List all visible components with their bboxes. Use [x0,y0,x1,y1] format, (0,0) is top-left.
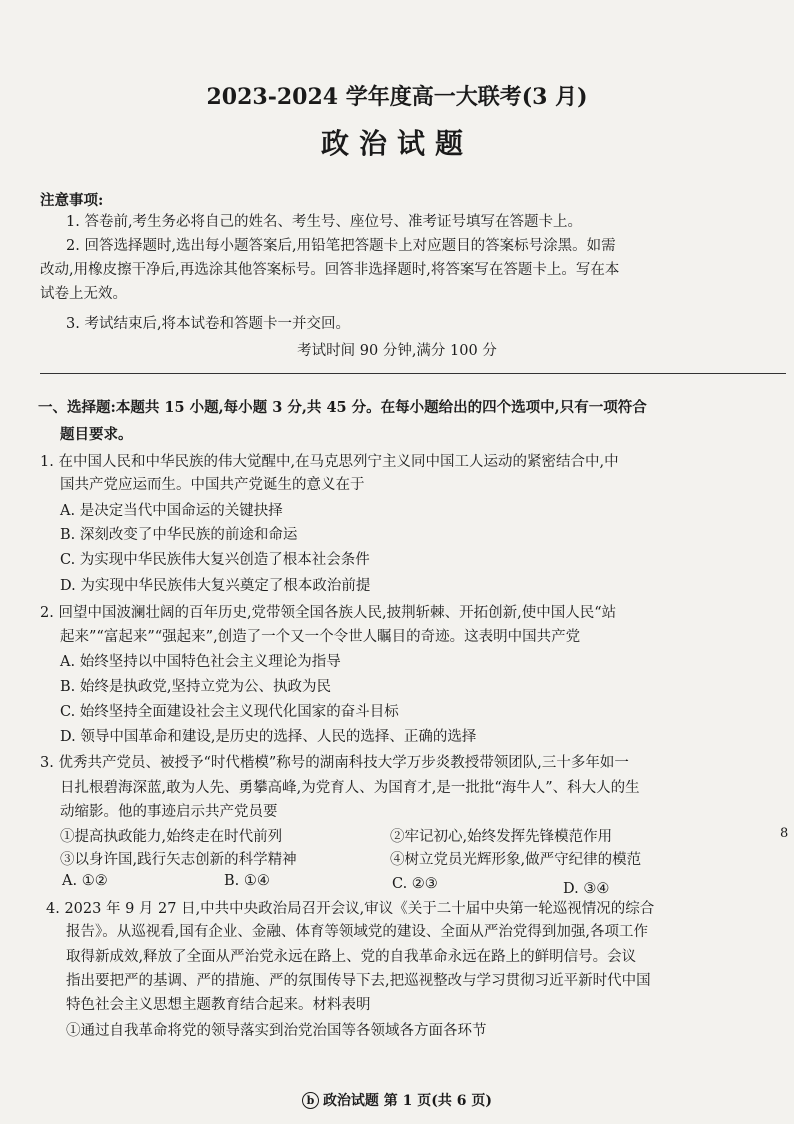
exam-time-info: 考试时间 90 分钟,满分 100 分 [297,343,497,359]
section1-heading: 一、选择题:本题共 15 小题,每小题 3 分,共 45 分。在每小题给出的四个选项中,只有一项符合 [38,399,647,416]
q1-stem: 1. 在中国人民和中华民族的伟大觉醒中,在马克思列宁主义同中国工人运动的紧密结合中,中 [40,454,619,470]
q1-option-c: C. 为实现中华民族伟大复兴创造了根本社会条件 [60,552,370,568]
q3-choice-b: B. ①④ [224,873,270,889]
margin-mark: 8 [780,826,789,841]
q3-statement-4: ④树立党员光辉形象,做严守纪律的模范 [390,852,642,868]
notice-item-3: 3. 考试结束后,将本试卷和答题卡一并交回。 [66,316,351,332]
notice-item-2-cont: 改动,用橡皮擦干净后,再选涂其他答案标号。回答非选择题时,将答案写在答题卡上。写在本 [40,262,620,278]
notice-item-1: 1. 答卷前,考生务必将自己的姓名、考生号、座位号、准考证号填写在答题卡上。 [66,214,583,230]
q3-choice-c: C. ②③ [392,876,438,892]
q3-stem-end: 动缩影。他的事迹启示共产党员要 [60,804,278,820]
section1-heading-cont: 题目要求。 [60,426,133,443]
q1-stem-cont: 国共产党应运而生。中国共产党诞生的意义在于 [60,477,365,493]
notice-heading: 注意事项: [40,192,104,209]
q1-option-d: D. 为实现中华民族伟大复兴奠定了根本政治前提 [60,578,371,594]
q2-option-b: B. 始终是执政党,坚持立党为公、执政为民 [60,679,331,695]
q4-stem-cont-1: 报告》。从巡视看,国有企业、金融、体育等领域党的建设、全面从严治党得到加强,各项工作 [66,924,648,940]
q3-choice-d: D. ③④ [563,881,610,897]
section-divider [40,373,786,374]
q4-stem-cont-4: 特色社会主义思想主题教育结合起来。材料表明 [66,997,371,1013]
q3-statement-1: ①提高执政能力,始终走在时代前列 [60,829,283,845]
notice-item-2-end: 试卷上无效。 [40,286,127,302]
exam-title: 2023-2024 学年度高一大联考(3 月) [206,84,588,110]
q3-stem-cont: 日扎根碧海深蓝,敢为人先、勇攀高峰,为党育人、为国育才,是一批批“海牛人”、科大人的生 [60,780,640,796]
q2-option-d: D. 领导中国革命和建设,是历史的选择、人民的选择、正确的选择 [60,729,477,745]
q1-option-b: B. 深刻改变了中华民族的前途和命运 [60,527,298,543]
q3-choice-a: A. ①② [62,873,108,889]
subject-title: 政治试题 [320,127,473,160]
q4-stem-cont-3: 指出要把严的基调、严的措施、严的氛围传导下去,把巡视整改与学习贯彻习近平新时代中国 [66,973,651,989]
q2-option-a: A. 始终坚持以中国特色社会主义理论为指导 [60,654,341,670]
version-badge-icon: b [302,1092,319,1109]
q3-statement-3: ③以身许国,践行矢志创新的科学精神 [60,852,297,868]
footer-page-info: 政治试题 第 1 页(共 6 页) [322,1093,493,1109]
q2-stem: 2. 回望中国波澜壮阔的百年历史,党带领全国各族人民,披荆斩棘、开拓创新,使中国人民“站 [40,605,617,621]
q4-statement-1: ①通过自我革命将党的领导落实到治党治国等各领域各方面各环节 [66,1023,487,1039]
q4-stem: 4. 2023 年 9 月 27 日,中共中央政治局召开会议,审议《关于二十届中央第一轮巡视情况的综合 [46,901,655,917]
q2-option-c: C. 始终坚持全面建设社会主义现代化国家的奋斗目标 [60,704,399,720]
q2-stem-cont: 起来”“富起来”“强起来”,创造了一个又一个令世人瞩目的奇迹。这表明中国共产党 [60,629,581,645]
q4-stem-cont-2: 取得新成效,释放了全面从严治党永远在路上、党的自我革命永远在路上的鲜明信号。会议 [66,949,637,965]
q1-option-a: A. 是决定当代中国命运的关键抉择 [60,503,283,519]
q3-stem: 3. 优秀共产党员、被授予“时代楷模”称号的湖南科技大学万步炎教授带领团队,三十多年如一 [40,755,629,771]
q3-statement-2: ②牢记初心,始终发挥先锋模范作用 [390,829,613,845]
page-footer [0,1090,794,1110]
notice-item-2: 2. 回答选择题时,选出每小题答案后,用铅笔把答题卡上对应题目的答案标号涂黑。如需 [66,238,616,254]
